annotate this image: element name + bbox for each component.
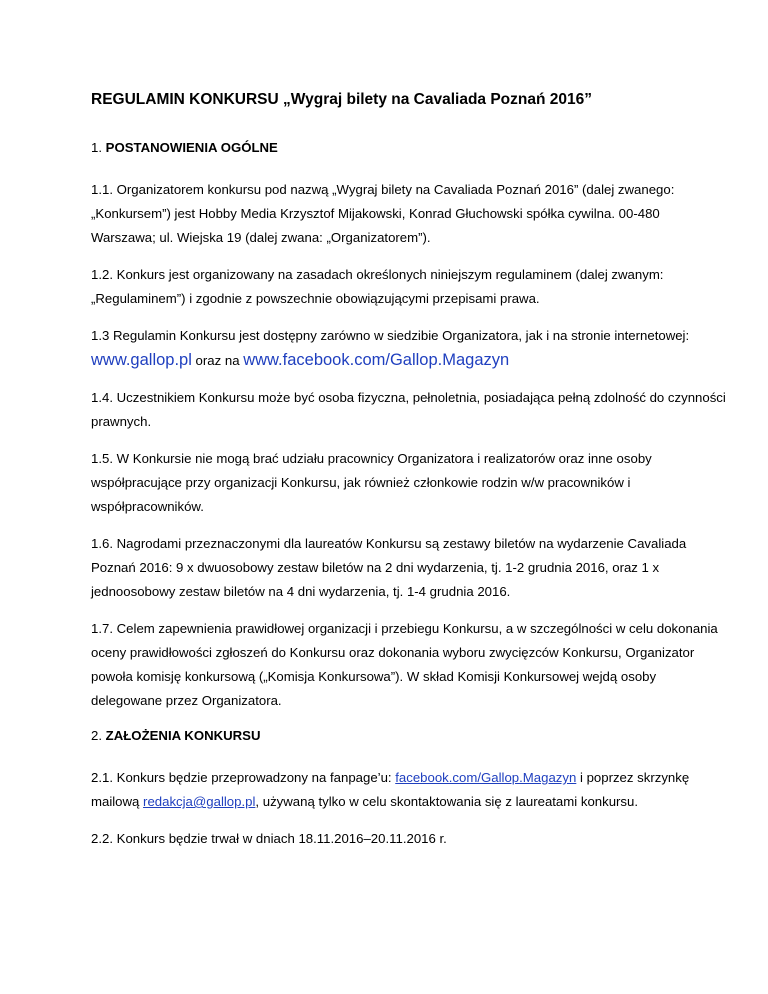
section-heading-1 — [91, 138, 728, 158]
paragraph-1-1: 1.1. Organizatorem konkursu pod nazwą „Wygraj bilety na Cavaliada Poznań 2016” (dalej zwanego: „Konkursem”) jest Hobby Media Krzysztof Mijakowski, Konrad Głuchowski spółka cywilna. 00-480 Warszawa; ul. Wiejska 19 (dalej zwana: „Organizatorem”). — [91, 182, 675, 245]
paragraph-1-4: 1.4. Uczestnikiem Konkursu może być osoba fizyczna, pełnoletnia, posiadająca pełną zdolność do czynności prawnych. — [91, 390, 726, 429]
paragraph-text: 1.3 Regulamin Konkursu jest dostępny zarówno w siedzibie Organizatora, jak i na stronie internetowej: — [91, 328, 690, 343]
document-title: REGULAMIN KONKURSU „Wygraj bilety na Cavaliada Poznań 2016” — [91, 91, 592, 108]
paragraph-1-5: 1.5. W Konkursie nie mogą brać udziału pracownicy Organizatora i realizatorów oraz inne osoby współpracujące przy organizacji Konkursu, jak również członkowie rodzin w/w pracowników i współpracowników. — [91, 451, 652, 514]
paragraph-text: 2.1. Konkurs będzie przeprowadzony na fanpage’u: — [91, 770, 396, 785]
paragraph-2-1 — [91, 766, 728, 814]
email-link[interactable]: redakcja@gallop.pl — [143, 794, 256, 809]
paragraph-1-3 — [91, 324, 728, 373]
paragraph-1-2: 1.2. Konkurs jest organizowany na zasadach określonych niniejszym regulaminem (dalej zwanym: „Regulaminem”) i zgodnie z powszechnie obowiązującymi przepisami prawa. — [91, 267, 664, 306]
facebook-fanpage-link[interactable]: facebook.com/Gallop.Magazyn — [395, 770, 577, 785]
paragraph-1-7: 1.7. Celem zapewnienia prawidłowej organizacji i przebiegu Konkursu, a w szczególności w celu dokonania oceny prawidłowości zgłoszeń do Konkursu oraz dokonania wyboru zwycięzców Konkursu, Organizator powoła komisję konkursową („Komisja Konkursowa”). W skład Komisji Konkursowej wejdą osoby delegowane przez Organizatora. — [91, 621, 718, 708]
facebook-page-link[interactable]: www.facebook.com/Gallop.Magazyn — [243, 351, 510, 369]
section-heading-2 — [91, 726, 728, 746]
paragraph-1-6: 1.6. Nagrodami przeznaczonymi dla laureatów Konkursu są zestawy biletów na wydarzenie Cavaliada Poznań 2016: 9 x dwuosobowy zestaw biletów na 2 dni wydarzenia, tj. 1-2 grudnia 2016, oraz 1 x jednoosobowy zestaw biletów na 4 dni wydarzenia, tj. 1-4 grudnia 2016. — [91, 536, 687, 599]
gallop-website-link[interactable]: www.gallop.pl — [91, 351, 192, 369]
paragraph-2-2: 2.2. Konkurs będzie trwał w dniach 18.11.2016–20.11.2016 r. — [91, 831, 447, 846]
paragraph-text: , używaną tylko w celu skontaktowania się z laureatami konkursu. — [255, 794, 639, 809]
section-number: 1. — [91, 140, 106, 155]
paragraph-text: i poprzez skrzynkę mailową — [91, 770, 690, 809]
section-label: ZAŁOŻENIA KONKURSU — [105, 728, 261, 743]
section-number: 2. — [91, 728, 106, 743]
paragraph-text: oraz na — [191, 353, 244, 368]
section-label: POSTANOWIENIA OGÓLNE — [105, 140, 278, 155]
